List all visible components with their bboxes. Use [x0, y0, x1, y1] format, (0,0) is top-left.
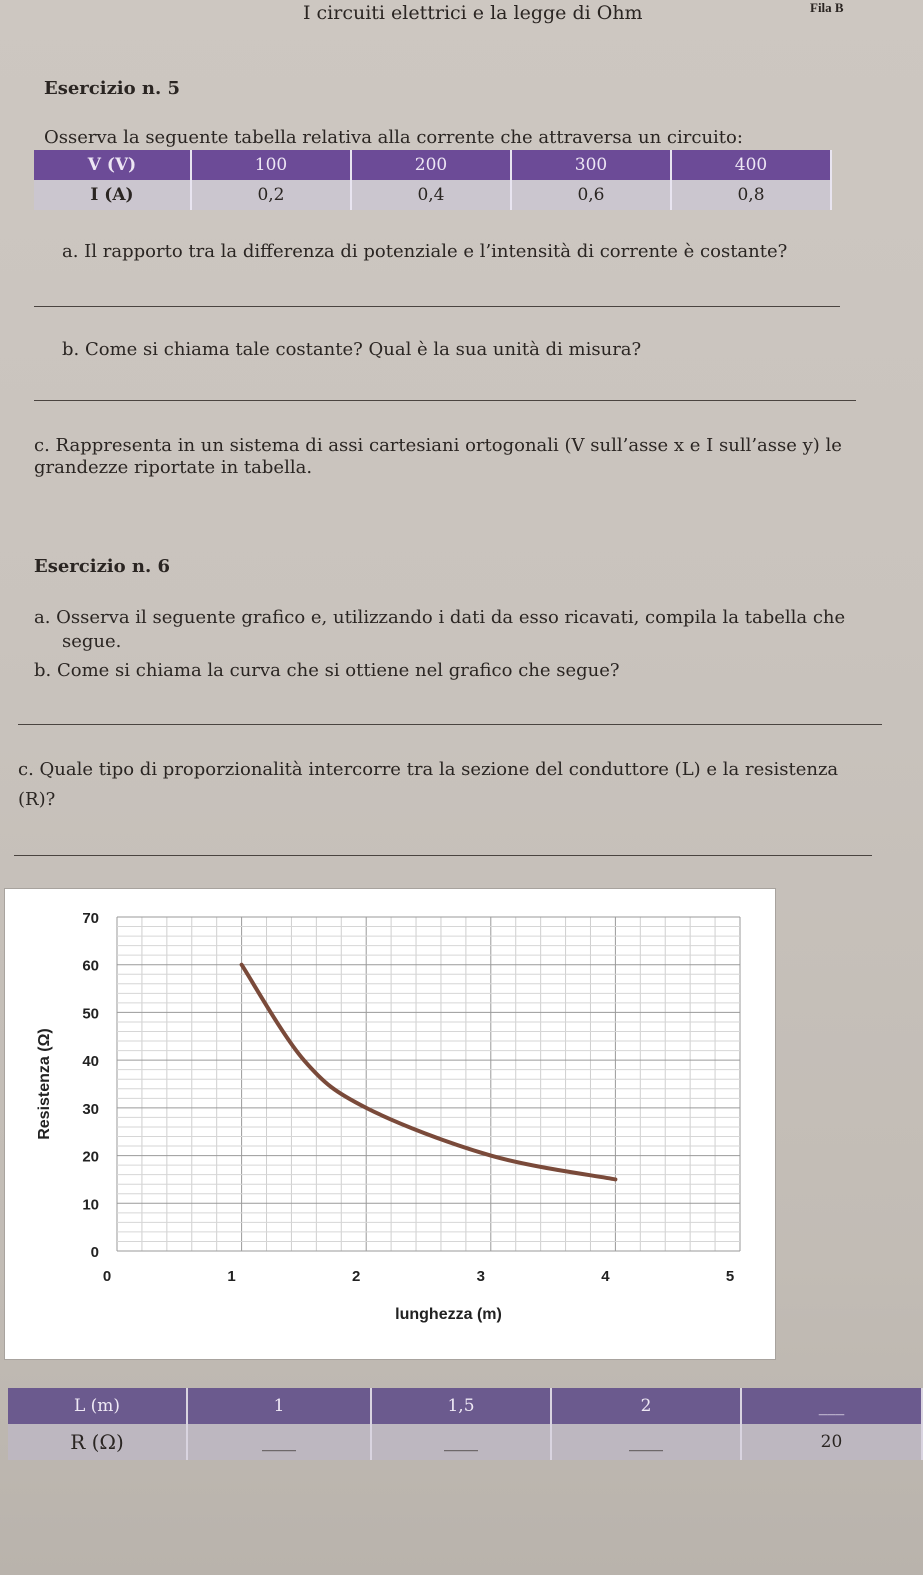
table-cell: ____ [551, 1424, 741, 1460]
y-tick-label: 30 [82, 1100, 99, 1118]
y-tick-label: 50 [82, 1005, 99, 1023]
y-tick-label: 60 [82, 957, 99, 975]
answer-line [18, 724, 882, 725]
exercise-6-title: Esercizio n. 6 [34, 556, 171, 577]
table-cell: 1,5 [371, 1388, 551, 1424]
chart-curve [242, 965, 616, 1180]
table-cell: V (V) [34, 150, 191, 180]
exercise-5-question-a: a. Il rapporto tra la differenza di potenziale e l’intensità di corrente è costante? [62, 241, 788, 262]
x-tick-label: 3 [476, 1268, 485, 1285]
y-tick-label: 20 [82, 1148, 99, 1166]
chart-axes [82, 910, 734, 1285]
table-cell: ____ [187, 1424, 371, 1460]
table-cell: L (m) [8, 1388, 187, 1424]
exercise-6-table [8, 1388, 923, 1460]
x-tick-label: 1 [227, 1268, 236, 1285]
exercise-5-question-c-line2: grandezze riportate in tabella. [34, 457, 313, 478]
table-cell: 400 [671, 150, 831, 180]
y-tick-label: 0 [90, 1244, 99, 1261]
table-cell: 100 [191, 150, 351, 180]
table-cell: I (A) [34, 180, 191, 210]
exercise-6-question-a-line1: a. Osserva il seguente grafico e, utilizzando i dati da esso ricavati, compila la tabella che [34, 607, 846, 628]
fila-label: Fila B [810, 0, 844, 15]
exercise-6-question-b: b. Come si chiama la curva che si ottiene nel grafico che segue? [34, 660, 620, 681]
answer-line [14, 855, 872, 856]
table-cell: 0,4 [351, 180, 511, 210]
table-row [8, 1388, 922, 1424]
table-row [34, 180, 831, 210]
exercise-6-question-a-line2: segue. [62, 631, 122, 652]
exercise-6-question-c-line1: c. Quale tipo di proporzionalità intercorre tra la sezione del conduttore (L) e la resistenza [18, 759, 839, 780]
resistance-length-chart [4, 888, 776, 1360]
table-cell: ____ [371, 1424, 551, 1460]
y-tick-label: 10 [82, 1196, 99, 1214]
table-cell: 20 [741, 1424, 922, 1460]
chart-svg [5, 889, 775, 1359]
table-row [34, 150, 831, 180]
exercise-5-question-b: b. Come si chiama tale costante? Qual è la sua unità di misura? [62, 339, 642, 360]
y-axis-label: Resistenza (Ω) [36, 1028, 53, 1140]
table-cell: ___ [741, 1388, 922, 1424]
table-cell: 0,6 [511, 180, 671, 210]
table-cell: 200 [351, 150, 511, 180]
exercise-5-intro: Osserva la seguente tabella relativa alla corrente che attraversa un circuito: [44, 127, 743, 148]
x-tick-label: 5 [725, 1268, 735, 1285]
table-cell: 0,8 [671, 180, 831, 210]
table-cell: 2 [551, 1388, 741, 1424]
answer-line [34, 400, 856, 401]
x-tick-label: 2 [352, 1268, 361, 1285]
table-cell: 300 [511, 150, 671, 180]
exercise-5-table [34, 150, 832, 210]
x-tick-label: 0 [102, 1268, 112, 1285]
table-cell: R (Ω) [8, 1424, 187, 1460]
exercise-5-title: Esercizio n. 5 [44, 78, 181, 99]
y-tick-label: 40 [82, 1053, 99, 1071]
exercise-5-question-c-line1: c. Rappresenta in un sistema di assi cartesiani ortogonali (V sull’asse x e I sull’asse y) le [34, 435, 842, 456]
chart-grid [117, 917, 740, 1251]
page-title: I circuiti elettrici e la legge di Ohm [303, 2, 643, 24]
table-cell: 1 [187, 1388, 371, 1424]
y-tick-label: 70 [82, 910, 99, 927]
table-cell: 0,2 [191, 180, 351, 210]
x-tick-label: 4 [601, 1268, 610, 1285]
x-axis-label: lunghezza (m) [395, 1306, 502, 1323]
exercise-6-question-c-line2: (R)? [18, 789, 56, 810]
answer-line [34, 306, 840, 307]
table-row [8, 1424, 922, 1460]
